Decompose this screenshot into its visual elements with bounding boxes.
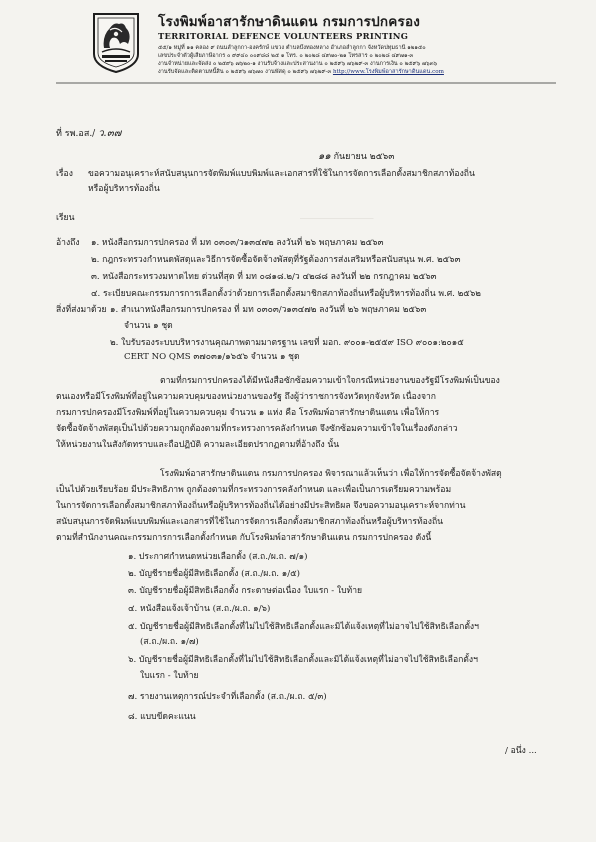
paragraph-1-line-1: ตามที่กรมการปกครองได้มีหนังสือซักซ้อมความเข้าใจกรณีหน่วยงานของรัฐมีโรงพิมพ์เป็นของ: [160, 376, 500, 386]
paragraph-2-line-5: ตามที่สำนักงานคณะกรรมการการเลือกตั้งกำหนด กับโรงพิมพ์อาสารักษาดินแดน กรมการปกครอง ดังนี้: [56, 533, 432, 543]
header-departments-phone-2: [158, 69, 444, 76]
references-label: อ้างถึง: [56, 238, 80, 248]
list-item-1: ๑. ประกาศกำหนดหน่วยเลือกตั้ง (ส.ถ./ผ.ถ. ๗/๑): [128, 552, 308, 562]
list-item-2: ๒. บัญชีรายชื่อผู้มีสิทธิเลือกตั้ง (ส.ถ./ผ.ถ. ๑/๕): [128, 569, 300, 579]
document-date: [318, 151, 394, 163]
enclosure-item-2-line-2: CERT NO QMS ๓๗๐๓๑/๑๖๕๖ จำนวน ๑ ชุด: [124, 352, 300, 362]
list-item-7: ๗. รายงานเหตุการณ์ประจำที่เลือกตั้ง (ส.ถ./ผ.ถ. ๕/๓): [128, 692, 327, 702]
header-tax-id-phone: เลขประจำตัวผู้เสียภาษีอากร ๐ ๙๙๔๐ ๐๐๙๘๘ ๒๕ ๑ โทร. ๐ ๒๐๒๘ ๔๙๗๐-๒๑ โทรสาร ๐ ๒๐๒๘ ๔๙๗๑-๓: [158, 53, 414, 59]
document-reference-prefix: ที่ รพ.อส./: [56, 129, 96, 139]
enclosure-item-1: ๑. สำเนาหนังสือกรมการปกครอง ที่ มท ๐๓๐๓/ว๑๓๔๗๒ ลงวันที่ ๒๖ พฤษภาคม ๒๕๖๓: [110, 305, 427, 315]
website-link[interactable]: http://www.โรงพิมพ์อาสารักษาดินแดน.com: [332, 69, 444, 75]
header-departments-phone: งานจำหน่ายและจัดส่ง ๐ ๒๕๙๖ ๗๖๒๐-๑ งานรับจ้างและประสานงาน ๐ ๒๕๙๖ ๗๖๒๙-๓ งานการเงิน ๐ ๒๕๙๖ ๗๖๓๖: [158, 61, 438, 67]
list-item-8: ๘. แบบขีดคะแนน: [128, 712, 196, 722]
reference-item-1: ๑. หนังสือกรมการปกครอง ที่ มท ๐๓๐๓/ว๑๓๔๗๒ ลงวันที่ ๒๖ พฤษภาคม ๒๕๖๓: [91, 238, 384, 248]
list-item-6-line-1: ๖. บัญชีรายชื่อผู้มีสิทธิเลือกตั้งที่ไม่ไปใช้สิทธิเลือกตั้งและมิได้แจ้งเหตุที่ไม่อาจไปใช้สิทธิเลือกตั้งฯ: [128, 655, 478, 665]
list-item-3: ๓. บัญชีรายชื่อผู้มีสิทธิเลือกตั้ง กระดาษต่อเนื่อง ใบแรก - ใบท้าย: [128, 586, 363, 596]
printing-house-name-english: TERRITORIAL DEFENCE VOLUNTEERS PRINTING: [158, 31, 409, 41]
reference-item-4: ๔. ระเบียบคณะกรรมการการเลือกตั้งว่าด้วยการเลือกตั้งสมาชิกสภาท้องถิ่นหรือผู้บริหารท้องถิ่น พ.ศ. ๒๕๖๒: [91, 289, 481, 299]
list-item-5-line-2: (ส.ถ./ผ.ถ. ๑/๗): [140, 637, 199, 647]
paragraph-1-line-2: ตนเองหรือมีโรงพิมพ์ที่อยู่ในความควบคุมของหน่วยงานของรัฐ ถึงผู้ว่าราชการจังหวัดทุกจังหวัด เนื่องจาก: [56, 392, 437, 402]
paragraph-2-line-1: โรงพิมพ์อาสารักษาดินแดน กรมการปกครอง พิจารณาแล้วเห็นว่า เพื่อให้การจัดซื้อจัดจ้างพัสดุ: [160, 469, 502, 479]
bleed-through-mark: _____________________: [300, 211, 374, 219]
salutation: เรียน: [56, 213, 75, 223]
continuation-marker: / อนึ่ง ...: [505, 746, 537, 756]
list-item-6-line-2: ใบแรก - ใบท้าย: [140, 671, 199, 681]
paragraph-1-line-3: กรมการปกครองมีโรงพิมพ์ที่อยู่ในความควบคุม จำนวน ๑ แห่ง คือ โรงพิมพ์อาสารักษาดินแดน เพื่อให้การ: [56, 408, 440, 418]
header-address: ๕๕/๑ หมู่ที่ ๑๑ คลอง ๙ ถนนลำลูกกา-องครักษ์ แขวง ตำบลบึงทองหลาง อำเภอลำลูกกา จังหวัดปทุมธานี ๑๒๑๕๐: [158, 45, 426, 51]
date-day: ๑๑: [318, 151, 331, 162]
paragraph-1-line-4: จัดซื้อจัดจ้างพัสดุเป็นไปด้วยความถูกต้องตามที่กระทรวงการคลังกำหนด จึงซักซ้อมความเข้าใจในเรื่องดังกล่าว: [56, 424, 458, 434]
document-reference: [56, 126, 121, 141]
date-month-year: กันยายน ๒๕๖๓: [333, 152, 395, 162]
enclosure-item-1-quantity: จำนวน ๑ ชุด: [124, 321, 173, 331]
paragraph-2-line-4: สนับสนุนการจัดพิมพ์แบบพิมพ์และเอกสารที่ใช้ในการจัดการเลือกตั้งสมาชิกสภาท้องถิ่นหรือผู้บริหารท้องถิ่น: [56, 517, 444, 527]
list-item-5-line-1: ๕. บัญชีรายชื่อผู้มีสิทธิเลือกตั้งที่ไม่ไปใช้สิทธิเลือกตั้งและมิได้แจ้งเหตุที่ไม่อาจไปใช้สิทธิเลือกตั้งฯ: [128, 622, 479, 632]
enclosures-label: สิ่งที่ส่งมาด้วย: [56, 305, 107, 315]
list-item-4: ๔. หนังสือแจ้งเจ้าบ้าน (ส.ถ./ผ.ถ. ๑/๖): [128, 604, 271, 614]
subject-line-2: หรือผู้บริหารท้องถิ่น: [88, 184, 160, 194]
document-reference-number: ว.๓๗: [98, 128, 122, 139]
subject-line-1: ขอความอนุเคราะห์สนับสนุนการจัดพิมพ์แบบพิมพ์และเอกสารที่ใช้ในการจัดการเลือกตั้งสมาชิกสภาท้องถิ่น: [88, 169, 475, 179]
paragraph-2-line-2: เป็นไปด้วยเรียบร้อย มีประสิทธิภาพ ถูกต้องตามที่กระทรวงการคลังกำหนด และเพื่อเป็นการเตรียมความพร้อม: [56, 485, 452, 495]
paragraph-1-line-5: ให้หน่วยงานในสังกัดทราบและถือปฏิบัติ ความละเอียดปรากฏตามที่อ้างถึง นั้น: [56, 440, 340, 450]
paragraph-2-line-3: ในการจัดการเลือกตั้งสมาชิกสภาท้องถิ่นหรือผู้บริหารท้องถิ่นได้อย่างมีประสิทธิผล จึงขอความอนุเคราะห์จากท่าน: [56, 501, 466, 511]
printing-house-logo: [88, 10, 144, 74]
header-line-4-text: งานรับจัดและติดตามหนี้สิน ๐ ๒๕๙๖ ๗๖๗๐ งานพัสดุ ๐ ๒๕๙๖ ๗๖๒๙-๓: [158, 69, 332, 75]
enclosure-item-2-line-1: ๒. ใบรับรองระบบบริหารงานคุณภาพตามมาตรฐาน เลขที่ มอก. ๙๐๐๑-๒๕๕๙ ISO ๙๐๐๑:๒๐๑๕: [110, 338, 464, 348]
printing-house-name-thai: โรงพิมพ์อาสารักษาดินแดน กรมการปกครอง: [158, 14, 421, 30]
header-divider: [56, 82, 556, 85]
subject-label: เรื่อง: [56, 169, 73, 179]
reference-item-3: ๓. หนังสือกระทรวงมหาดไทย ด่วนที่สุด ที่ มท ๐๘๑๘.๒/ว ๔๒๘๘ ลงวันที่ ๒๒ กรกฎาคม ๒๕๖๓: [91, 272, 437, 282]
reference-item-2: ๒. กฎกระทรวงกำหนดพัสดุและวิธีการจัดซื้อจัดจ้างพัสดุที่รัฐต้องการส่งเสริมหรือสนับสนุน พ.ศ. ๒๕๖๓: [91, 255, 461, 265]
